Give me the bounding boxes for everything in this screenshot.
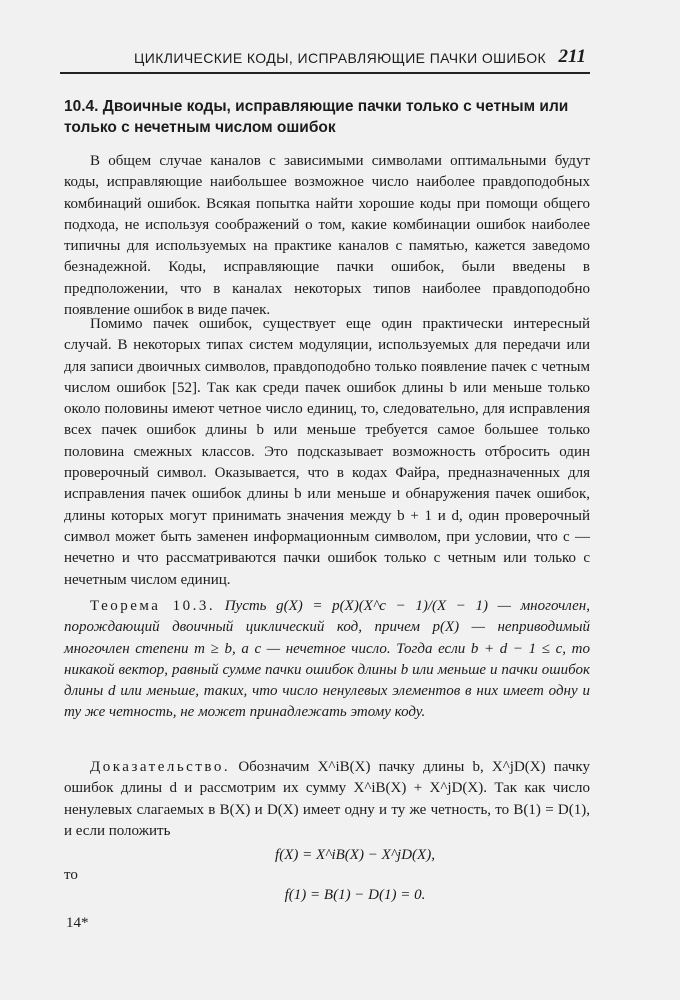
proof-text: Обозначим X^iB(X) пачку длины b, X^jD(X) пачку ошибок длины d и рассмотрим их сумму X^iB(X) + X^jD(X). Так как число ненулевых слагаемых в B(X) и D(X) имеет одну и ту же четность, то B(1) = D(1), и если положить bbox=[64, 759, 591, 839]
page-number: 211 bbox=[558, 46, 586, 67]
section-heading: 10.4. Двоичные коды, исправляющие пачки только с четным или только с нечетным числом ошибок bbox=[64, 98, 569, 136]
running-head-title: ЦИКЛИЧЕСКИЕ КОДЫ, ИСПРАВЛЯЮЩИЕ ПАЧКИ ОШИБОК bbox=[134, 50, 547, 66]
proof bbox=[64, 757, 590, 842]
connector-word: то bbox=[64, 867, 78, 883]
theorem bbox=[64, 596, 590, 724]
formula-f-of-x: f(X) = X^iB(X) − X^jD(X), bbox=[275, 847, 435, 863]
running-head bbox=[60, 46, 590, 74]
paragraph-2: Помимо пачек ошибок, существует еще один практически интересный случай. В некоторых типах систем модуляции, используемых для передачи или для записи двоичных символов, правдоподобно только появление пачек с четным числом ошибок [52]. Так как среди пачек ошибок длины b или меньше только около половины имеют четное число единиц, то, следовательно, для исправления всех пачек ошибок длины b или меньше требуется самое большее только половина смежных классов. Это подсказывает возможность отбросить один проверочный символ. Оказывается, что в кодах Файра, предназначенных для исправления пачек ошибок длины b или меньше и обнаружения пачек ошибок, длины которых могут принимать значения между b + 1 и d, один проверочный символ может быть заменен информационным символом, при условии, что c — нечетно и что рассматриваются пачки ошибок только с четным или только с нечетным числом единиц. bbox=[64, 316, 590, 588]
formula-f-of-1: f(1) = B(1) − D(1) = 0. bbox=[284, 887, 426, 903]
paragraph-1: В общем случае каналов с зависимыми символами оптимальными будут коды, исправляющие наибольшее возможное число наиболее правдоподобных комбинаций ошибок. Всякая попытка найти хорошие коды при помощи общего подхода, не используя соображений о том, какие комбинации ошибок наиболее типичны для используемых на практике каналов с памятью, кажется заведомо безнадежной. Коды, исправляющие пачки ошибок, были введены в предположении, что в каналах некоторых типов наиболее правдоподобно появление ошибок в виде пачек. bbox=[64, 153, 590, 319]
proof-label: Доказательство. bbox=[90, 759, 231, 775]
theorem-text: Пусть g(X) = p(X)(X^c − 1)/(X − 1) — многочлен, порождающий двоичный циклический код, причем p(X) — неприводимый многочлен степени m ≥ b, а c — нечетное число. Тогда если b + d − 1 ≤ c, то никакой вектор, равный сумме пачки ошибок длины b или меньше и пачки ошибок длины d или меньше, таких, что число ненулевых элементов в них имеет одну и ту же четность, не может принадлежать этому коду. bbox=[64, 598, 590, 721]
theorem-label: Теорема 10.3. bbox=[90, 598, 216, 614]
printer-signature: 14* bbox=[66, 915, 89, 931]
